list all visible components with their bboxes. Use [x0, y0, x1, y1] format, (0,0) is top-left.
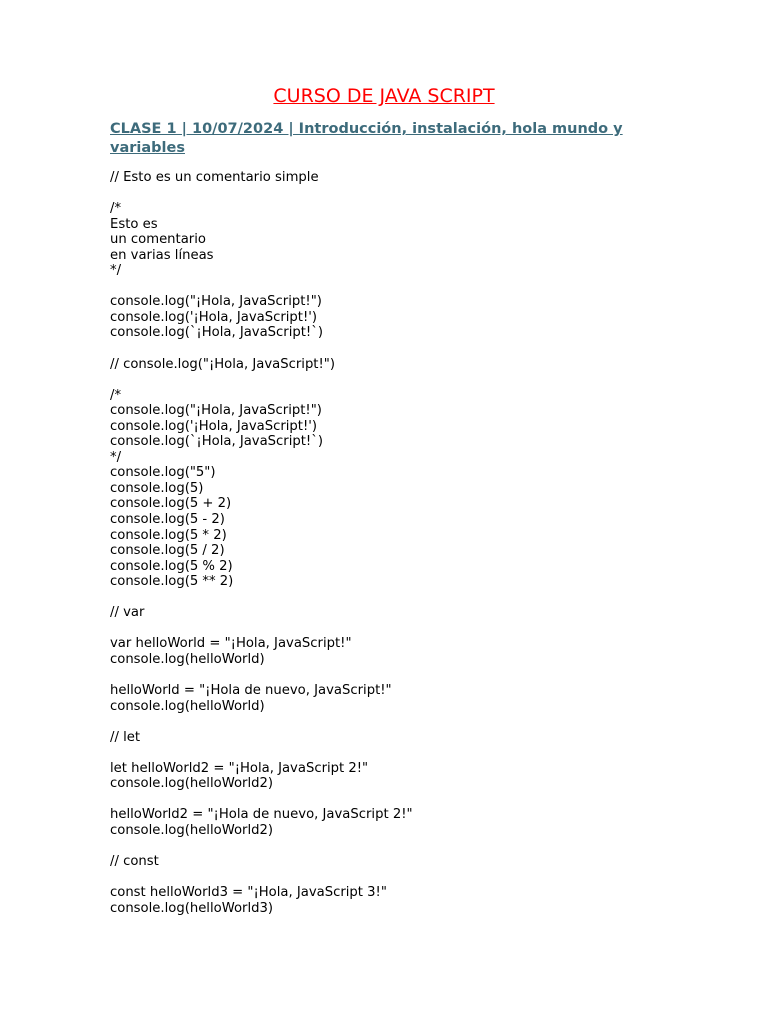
code-line [110, 279, 710, 295]
code-line: console.log(5 - 2) [110, 512, 225, 528]
code-line: console.log('¡Hola, JavaScript!') [110, 418, 318, 434]
code-line: console.log(helloWorld) [110, 651, 265, 667]
code-line [110, 590, 710, 606]
code-line [110, 341, 710, 357]
code-line: // let [110, 729, 141, 745]
code-line: console.log(helloWorld3) [110, 900, 274, 916]
code-line [110, 714, 710, 730]
code-line [110, 870, 710, 886]
code-line: console.log(5) [110, 480, 204, 496]
code-line: console.log("5") [110, 465, 216, 481]
document-title: CURSO DE JAVA SCRIPT [273, 85, 495, 107]
code-line: un comentario [110, 232, 206, 248]
code-line: helloWorld2 = "¡Hola de nuevo, JavaScript 2!" [110, 807, 413, 823]
code-line [110, 839, 710, 855]
code-line: console.log(5 % 2) [110, 558, 233, 574]
code-line: /* [110, 201, 122, 217]
code-line: console.log(5 / 2) [110, 543, 225, 559]
code-line: console.log("¡Hola, JavaScript!") [110, 294, 322, 310]
code-line: console.log(5 + 2) [110, 496, 232, 512]
code-line: console.log(`¡Hola, JavaScript!`) [110, 434, 323, 450]
code-line: const helloWorld3 = "¡Hola, JavaScript 3!" [110, 885, 387, 901]
code-line: // console.log("¡Hola, JavaScript!") [110, 356, 335, 372]
code-line: */ [110, 263, 122, 279]
code-line: helloWorld = "¡Hola de nuevo, JavaScript!" [110, 683, 392, 699]
code-line: */ [110, 449, 122, 465]
code-line: // const [110, 854, 159, 870]
code-line: console.log(5 ** 2) [110, 574, 234, 590]
code-line: /* [110, 387, 122, 403]
code-line: console.log(helloWorld2) [110, 776, 274, 792]
code-line [110, 668, 710, 684]
code-line [110, 745, 710, 761]
code-line [110, 186, 710, 202]
code-line: // Esto es un comentario simple [110, 170, 319, 185]
code-line: en varias líneas [110, 247, 214, 263]
document-body [110, 170, 710, 916]
code-line: // var [110, 605, 145, 621]
code-line [110, 792, 710, 808]
code-line: console.log("¡Hola, JavaScript!") [110, 403, 322, 419]
code-line: console.log(helloWorld) [110, 698, 265, 714]
code-line: var helloWorld = "¡Hola, JavaScript!" [110, 636, 352, 652]
code-line: Esto es [110, 216, 158, 232]
code-line [110, 621, 710, 637]
code-line: let helloWorld2 = "¡Hola, JavaScript 2!" [110, 760, 369, 776]
code-line: console.log(`¡Hola, JavaScript!`) [110, 325, 323, 341]
code-line: console.log('¡Hola, JavaScript!') [110, 309, 318, 325]
class-heading: CLASE 1 | 10/07/2024 | Introducción, instalación, hola mundo y variables [110, 121, 623, 156]
code-line [110, 372, 710, 388]
code-line: console.log(5 * 2) [110, 527, 227, 543]
code-line: console.log(helloWorld2) [110, 822, 274, 838]
